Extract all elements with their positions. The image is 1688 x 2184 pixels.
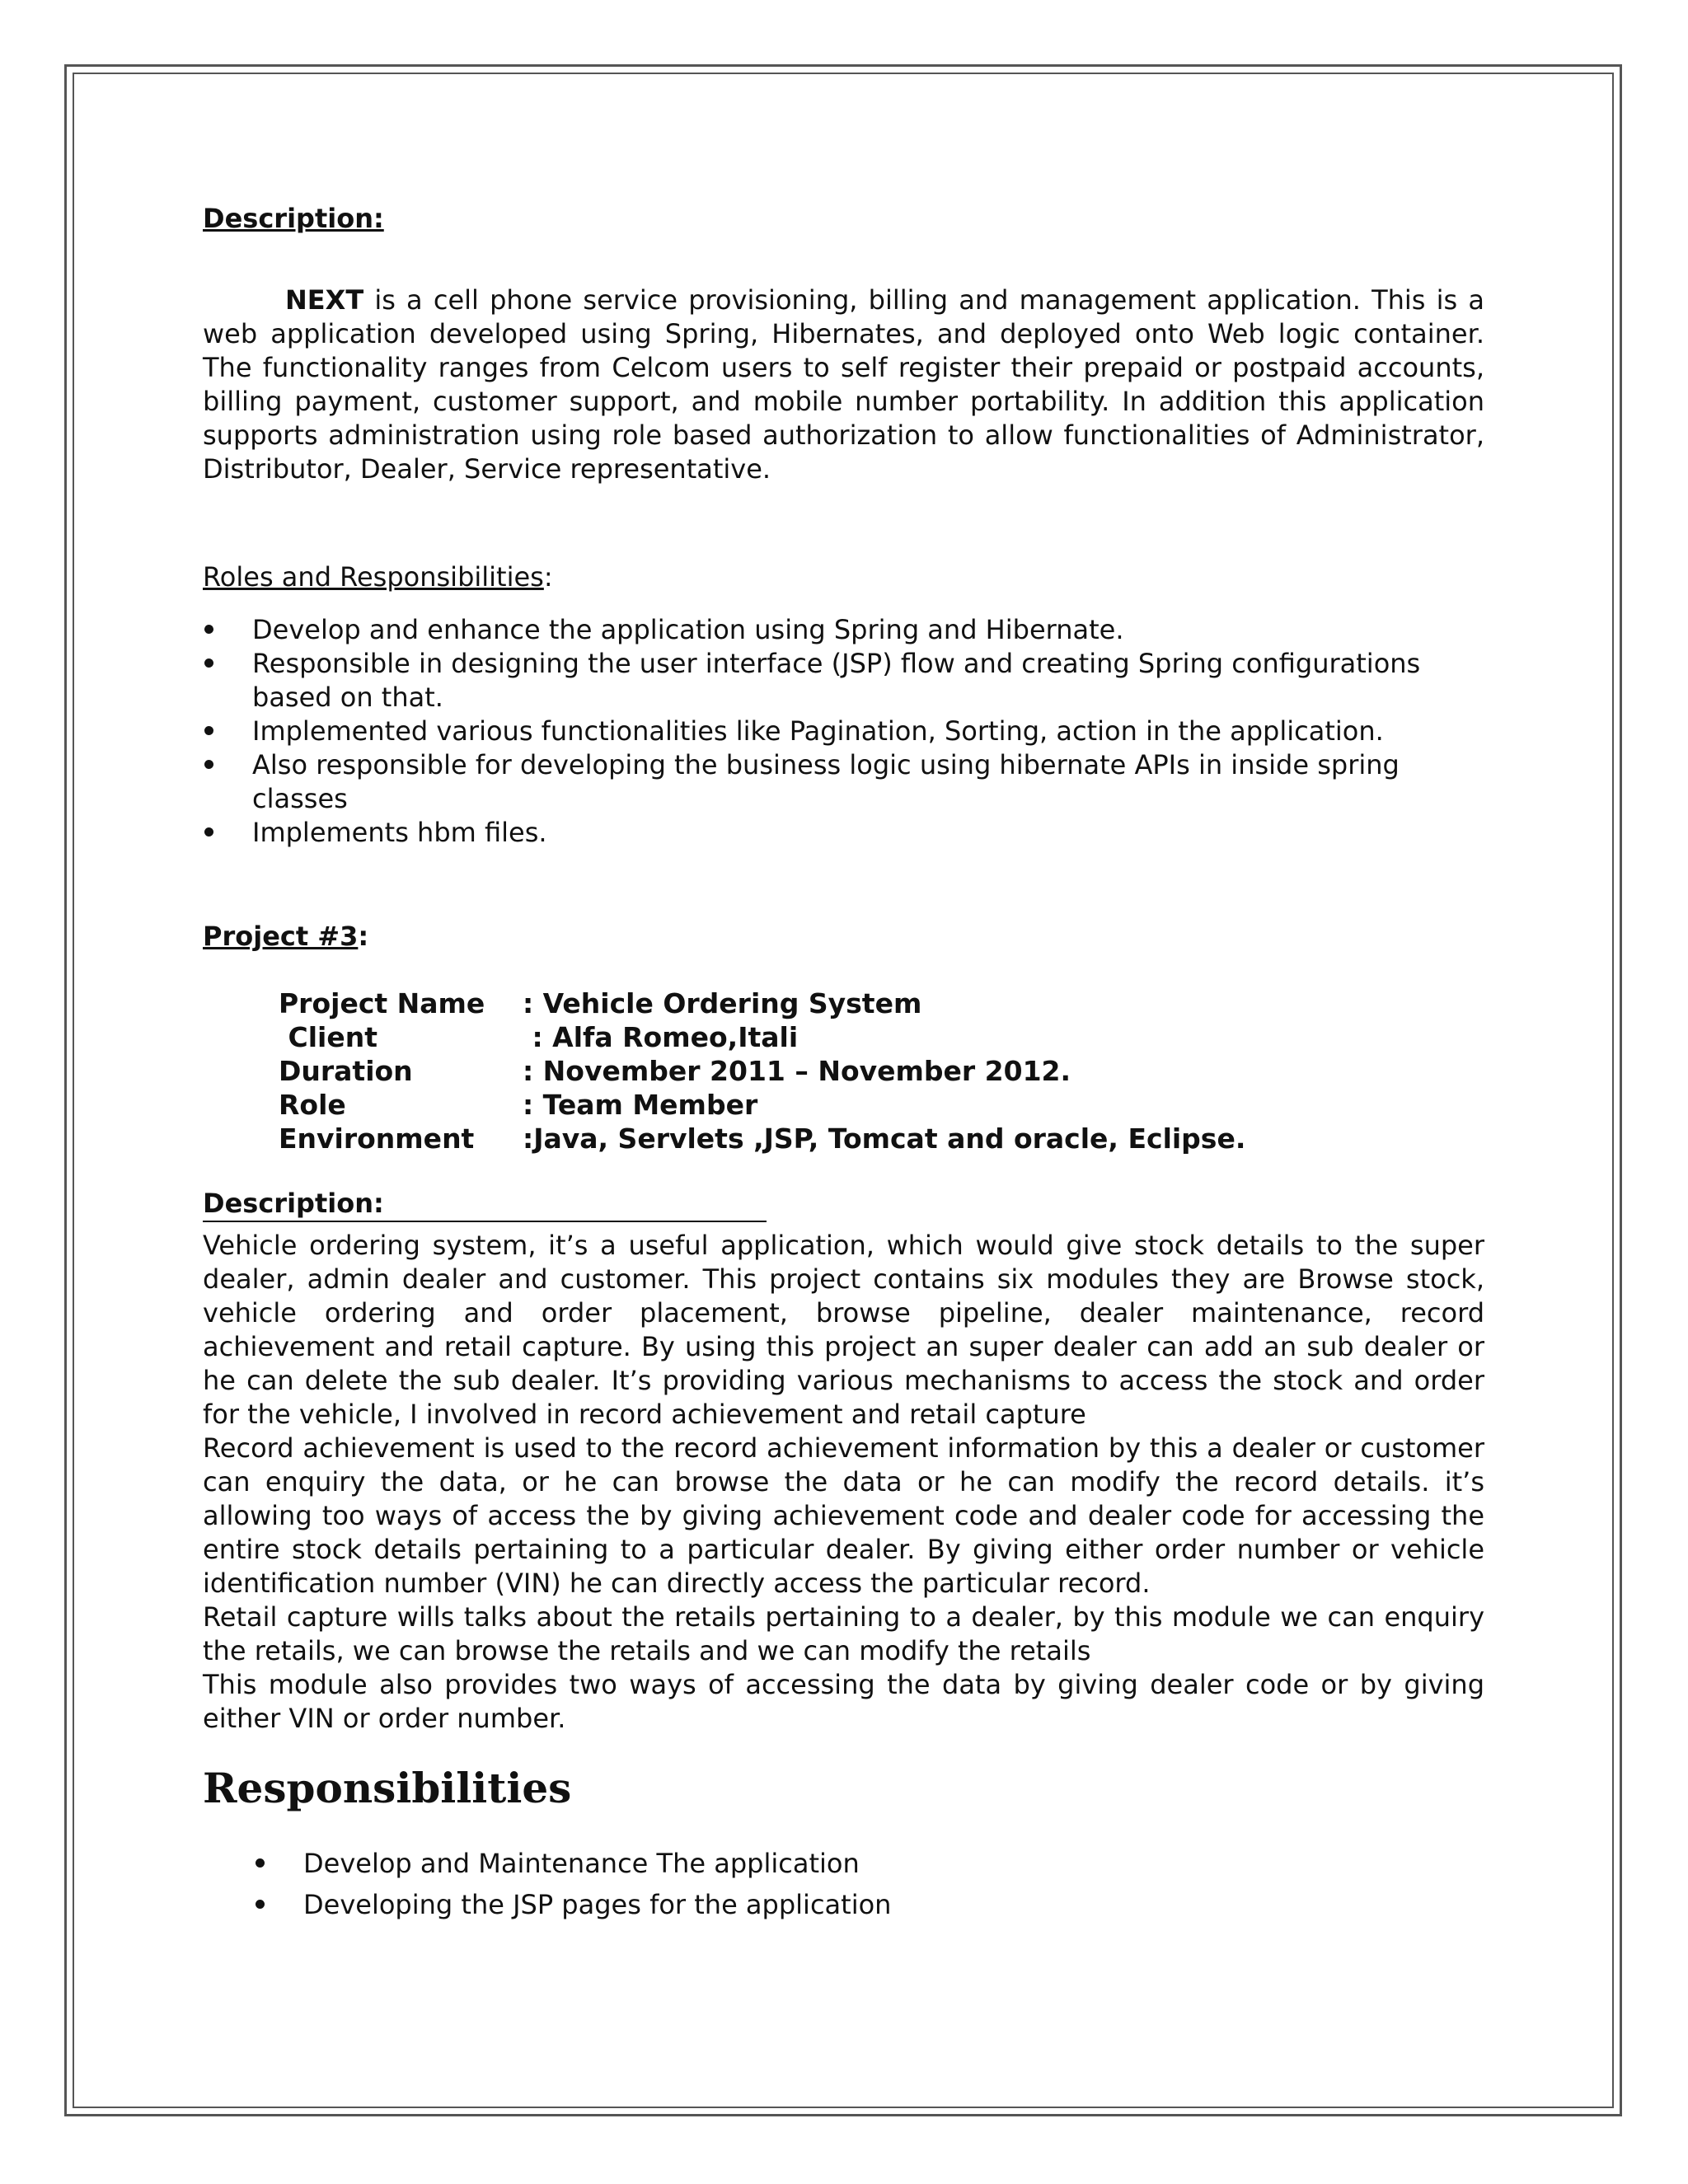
project-key: Project Name bbox=[279, 987, 485, 1019]
list-item-text: Developing the JSP pages for the application bbox=[303, 1889, 892, 1920]
responsibilities-heading: Responsibilities bbox=[203, 1764, 572, 1812]
bullet-icon bbox=[203, 748, 252, 782]
project-row-role bbox=[279, 1088, 1484, 1122]
list-item-text: Implements hbm files. bbox=[252, 817, 547, 848]
project-row-environment bbox=[279, 1122, 1484, 1155]
list-item bbox=[203, 613, 1484, 647]
project3-heading bbox=[203, 920, 1484, 954]
list-item-text: Develop and Maintenance The application bbox=[303, 1848, 860, 1879]
project-key: Duration bbox=[279, 1055, 413, 1087]
project-key: Environment bbox=[279, 1122, 475, 1155]
bullet-icon bbox=[203, 647, 252, 681]
bullet-icon bbox=[254, 1843, 303, 1884]
project-row-duration bbox=[279, 1054, 1484, 1088]
project3-heading-colon: : bbox=[358, 921, 369, 952]
list-item-text: Also responsible for developing the business logic using hibernate APIs in inside spring classes bbox=[252, 749, 1400, 814]
list-item bbox=[203, 816, 1484, 850]
description-paragraph: Record achievement is used to the record achievement information by this a dealer or customer can enquiry the data, or he can browse the data or he can modify the record details. it’s allowing too ways of access the by giving achievement code and dealer code for accessing the entire stock details pertaining to a particular dealer. By giving either order number or vehicle identification number (VIN) he can directly access the particular record. bbox=[203, 1432, 1484, 1599]
responsibilities-list bbox=[254, 1843, 1484, 1925]
project-value: : Vehicle Ordering System bbox=[523, 987, 922, 1019]
bullet-icon bbox=[203, 816, 252, 850]
description-paragraph: Retail capture wills talks about the retails pertaining to a dealer, by this module we can enquiry the retails, we can browse the retails and we can modify the retails bbox=[203, 1601, 1484, 1666]
list-item bbox=[254, 1843, 1484, 1884]
project-row-name bbox=[279, 987, 1484, 1020]
roles-heading bbox=[203, 560, 1484, 594]
next-lead-bold: NEXT bbox=[285, 284, 364, 316]
project-value: : Team Member bbox=[523, 1089, 758, 1121]
list-item bbox=[203, 715, 1484, 748]
project3-description-heading: Description: bbox=[203, 1187, 767, 1222]
project-key: Role bbox=[279, 1089, 346, 1121]
roles-heading-text: Roles and Responsibilities bbox=[203, 561, 544, 593]
description-heading: Description: bbox=[203, 203, 384, 234]
list-item bbox=[203, 748, 1484, 816]
roles-list bbox=[203, 613, 1484, 850]
bullet-icon bbox=[203, 715, 252, 748]
project-value: :Java, Servlets ,JSP, Tomcat and oracle, Eclipse. bbox=[523, 1122, 1246, 1155]
project-details bbox=[279, 987, 1484, 1155]
description-paragraph: This module also provides two ways of accessing the data by giving dealer code or by giving either VIN or order number. bbox=[203, 1669, 1484, 1734]
roles-heading-colon: : bbox=[543, 561, 553, 593]
document-body bbox=[203, 202, 1484, 1925]
project3-heading-text: Project #3 bbox=[203, 921, 359, 952]
list-item-text: Develop and enhance the application using Spring and Hibernate. bbox=[252, 614, 1124, 645]
project-value: : Alfa Romeo,Itali bbox=[523, 1021, 799, 1053]
next-description-text: is a cell phone service provisioning, billing and management application. This is a web application developed using Spring, Hibernates, and deployed onto Web logic container. The functionality ranges from Celcom users to self register their prepaid or postpaid accounts, billing payment, customer support, and mobile number portability. In addition this application supports administration using role based authorization to allow functionalities of Administrator, Distributor, Dealer, Service representative. bbox=[203, 284, 1484, 485]
list-item bbox=[203, 647, 1484, 715]
list-item-text: Implemented various functionalities like Pagination, Sorting, action in the application. bbox=[252, 715, 1384, 747]
next-description-paragraph bbox=[203, 284, 1484, 486]
list-item bbox=[254, 1884, 1484, 1925]
list-item-text: Responsible in designing the user interface (JSP) flow and creating Spring configurations based on that. bbox=[252, 648, 1421, 713]
bullet-icon bbox=[203, 613, 252, 647]
description-paragraph: Vehicle ordering system, it’s a useful application, which would give stock details to the super dealer, admin dealer and customer. This project contains six modules they are Browse stock, vehicle ordering and order placement, browse pipeline, dealer maintenance, record achievement and retail capture. By using this project an super dealer can add an sub dealer or he can delete the sub dealer. It’s providing various mechanisms to access the stock and order for the vehicle, I involved in record achievement and retail capture bbox=[203, 1230, 1484, 1430]
project-row-client bbox=[279, 1020, 1484, 1054]
project-key: Client bbox=[279, 1021, 377, 1053]
project-value: : November 2011 – November 2012. bbox=[523, 1055, 1071, 1087]
bullet-icon bbox=[254, 1884, 303, 1925]
